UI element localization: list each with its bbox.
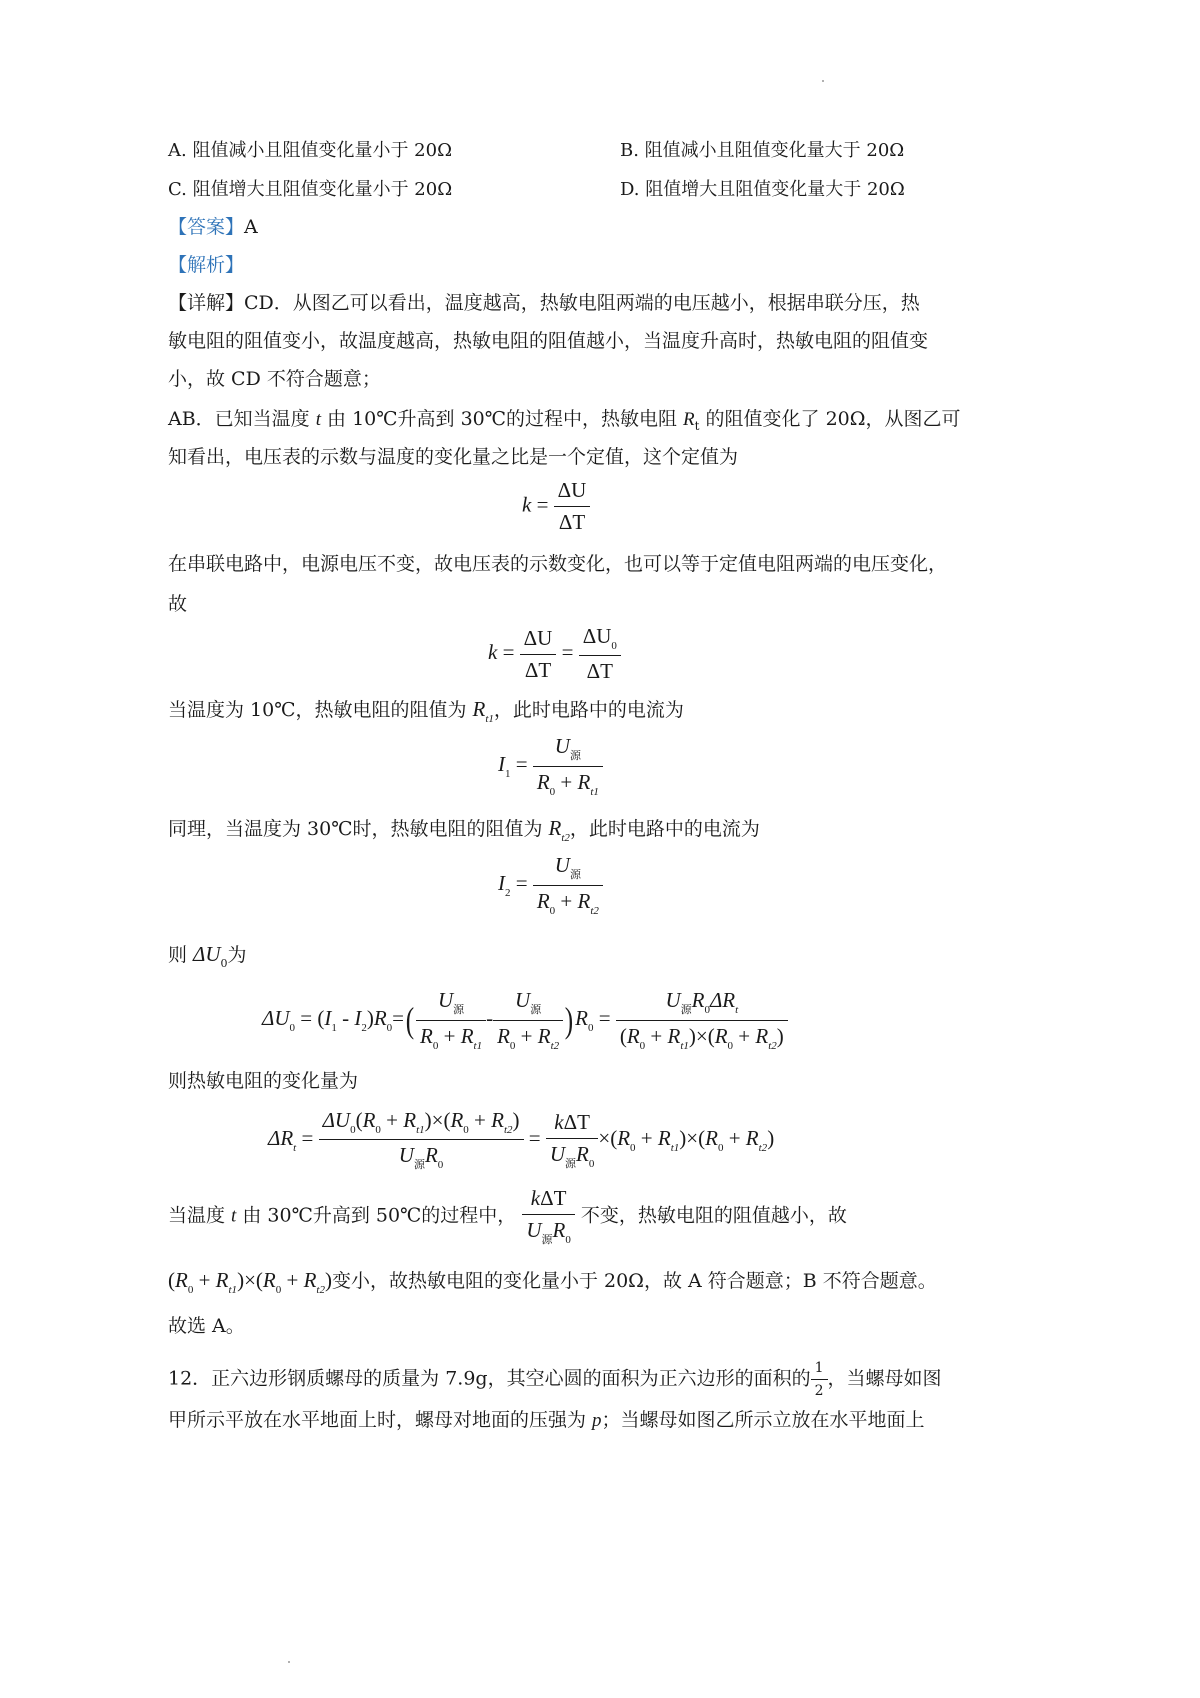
analysis-tag: 【解析】 <box>168 254 245 276</box>
equation-du0: $\Delta U_0 = (I_1 - I_2)R_0=$( $\frac{U_源}{R_0 + R_{t1}}$ - $\frac{U_源}{R_0 + R_{t2}}$ )$R_0$ = $\frac{U_源R_0\Delta R_t}{(R_0 + R_{t1})\times(R_0 + R_{t2})}$ <box>262 988 788 1052</box>
detail-tag: 【详解】 <box>168 292 245 314</box>
answer-value: A <box>244 216 258 238</box>
equation-k: k = $\frac{\Delta U}{\Delta T}$ <box>522 478 590 535</box>
option-b: B. 阻值减小且阻值变化量大于 20Ω <box>620 140 905 161</box>
t50-line: 当温度 t 由 30℃升高到 50℃的过程中， $\frac{\text{kΔT}}{U_源R_0}$ 不变，热敏电阻的阻值越小，故 <box>168 1186 847 1246</box>
dr-line: 则热敏电阻的变化量为 <box>168 1070 359 1092</box>
du0-line: 则 $\Delta U_0$为 <box>168 942 247 970</box>
ab-line-2: 知看出，电压表的示数与温度的变化量之比是一个定值，这个定值为 <box>168 446 739 468</box>
q12-line-2: 甲所示平放在水平地面上时，螺母对地面的压强为 p；当螺母如图乙所示立放在水平地面上 <box>168 1409 925 1431</box>
option-d: D. 阻值增大且阻值变化量大于 20Ω <box>620 179 905 200</box>
t10-line: 当温度为 10℃，热敏电阻的阻值为 $R_{t1}$，此时电路中的电流为 <box>168 697 684 725</box>
equation-i1: $I_1$ = $\frac{U_源}{R_0 + R_{t1}}$ <box>498 734 603 798</box>
speck <box>822 80 824 82</box>
detail-line-1: 【详解】CD．从图乙可以看出，温度越高，热敏电阻两端的电压越小，根据串联分压，热 <box>168 292 920 314</box>
series-line-1: 在串联电路中，电源电压不变，故电压表的示数变化，也可以等于定值电阻两端的电压变化， <box>168 553 948 575</box>
detail-line-3: 小，故 CD 不符合题意； <box>168 368 381 390</box>
series-line-2: 故 <box>168 593 188 615</box>
equation-drt: $\Delta R_t$ = $\frac{\Delta U_0(R_0 + R_{t1})\times(R_0 + R_{t2})}{U_源R_0}$ = $\frac{\text{kΔT}}{U_源R_0}$ $\times(R_0 + R_{t1})\times(R_0 + R_{t2})$ <box>268 1108 775 1171</box>
t30-line: 同理，当温度为 30℃时，热敏电阻的阻值为 $R_{t2}$，此时电路中的电流为 <box>168 816 760 844</box>
option-c: C. 阻值增大且阻值变化量小于 20Ω <box>168 179 453 200</box>
fraction: $\frac{\Delta U}{\Delta T}$ <box>554 478 591 535</box>
detail-line-2: 敏电阻的阻值变小，故温度越高，热敏电阻的阻值越小，当温度升高时，热敏电阻的阻值变 <box>168 330 929 352</box>
speck <box>288 1661 290 1663</box>
answer-tag: 【答案】 <box>168 216 245 238</box>
choose-line: 故选 A。 <box>168 1315 245 1337</box>
equation-i2: $I_2$ = $\frac{U_源}{R_0 + R_{t2}}$ <box>498 853 603 917</box>
conclusion-line: $(R_0 + R_{t1})\times(R_0 + R_{t2})$变小，故热敏电阻的变化量小于 20Ω，故 A 符合题意；B 不符合题意。 <box>168 1268 937 1296</box>
equation-k-du0: k = $\frac{\Delta U}{\Delta T}$ = $\frac{\Delta U_0}{\Delta T}$ <box>488 624 621 684</box>
answer-line <box>168 212 258 239</box>
q12-line-1: 12．正六边形钢质螺母的质量为 7.9g，其空心圆的面积为正六边形的面积的 $\frac{1}{2}$ ，当螺母如图 <box>168 1360 942 1399</box>
option-a: A. 阻值减小且阻值变化量小于 20Ω <box>168 140 452 161</box>
ab-line-1: AB．已知当温度 t 由 10℃升高到 30℃的过程中，热敏电阻 $R_t$ 的阻值变化了 20Ω，从图乙可 <box>168 408 961 433</box>
